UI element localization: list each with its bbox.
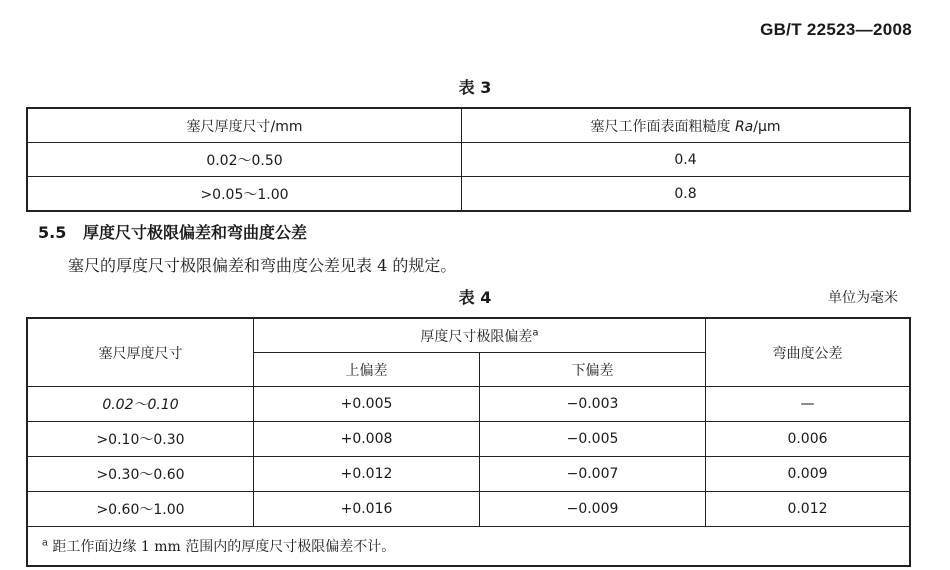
table-header-row <box>27 108 910 143</box>
table3-cell-roughness: 0.4 <box>462 143 911 177</box>
table4-cell-lower: −0.007 <box>480 457 706 492</box>
table4-col-upper-header: 上偏差 <box>254 353 480 387</box>
roughness-symbol: Ra <box>734 118 754 135</box>
standard-number: GB/T 22523—2008 <box>760 20 912 39</box>
table4-cell-thickness: >0.30～0.60 <box>27 457 254 492</box>
table4-cell-thickness: 0.02～0.10 <box>27 387 254 422</box>
table4-col-lower-header: 下偏差 <box>480 353 706 387</box>
section-paragraph: 塞尺的厚度尺寸极限偏差和弯曲度公差见表 4 的规定。 <box>68 256 457 275</box>
table-footnote-row <box>27 527 910 567</box>
table-row <box>27 457 910 492</box>
table3-col-thickness-header: 塞尺厚度尺寸/mm <box>27 108 462 143</box>
table4-cell-upper: +0.005 <box>254 387 480 422</box>
table4-footnote <box>27 527 910 567</box>
table4-cell-bending: — <box>706 387 911 422</box>
table-header-row <box>27 318 910 353</box>
table3-cell-roughness: 0.8 <box>462 177 911 212</box>
footnote-marker: a <box>42 537 48 549</box>
table4-cell-bending: 0.006 <box>706 422 911 457</box>
table-row <box>27 387 910 422</box>
section-heading <box>38 220 307 243</box>
unit-note: 单位为毫米 <box>828 290 898 306</box>
roughness-header-suffix: /μm <box>753 118 781 135</box>
table4-col-deviation-header <box>254 318 706 353</box>
table3-caption: 表 3 <box>458 78 492 97</box>
table-row <box>27 143 910 177</box>
table-row <box>27 177 910 212</box>
table4-cell-bending: 0.012 <box>706 492 911 527</box>
table4-cell-thickness: >0.10～0.30 <box>27 422 254 457</box>
table-row <box>27 422 910 457</box>
footnote-text: 距工作面边缘 1 mm 范围内的厚度尺寸极限偏差不计。 <box>47 539 396 555</box>
table4-cell-thickness: >0.60～1.00 <box>27 492 254 527</box>
table4-cell-lower: −0.009 <box>480 492 706 527</box>
section-number: 5.5 <box>38 223 67 242</box>
table4 <box>26 317 911 567</box>
table3-col-roughness-header <box>462 108 911 143</box>
deviation-header-label: 厚度尺寸极限偏差 <box>420 328 533 345</box>
table4-cell-lower: −0.005 <box>480 422 706 457</box>
table4-cell-lower: −0.003 <box>480 387 706 422</box>
section-title: 厚度尺寸极限偏差和弯曲度公差 <box>83 223 308 242</box>
deviation-footnote-marker: a <box>532 326 539 338</box>
table4-caption: 表 4 <box>458 288 492 307</box>
table4-cell-upper: +0.008 <box>254 422 480 457</box>
table3-cell-thickness: >0.05～1.00 <box>27 177 462 212</box>
table4-cell-upper: +0.012 <box>254 457 480 492</box>
table-row <box>27 492 910 527</box>
table3-cell-thickness: 0.02～0.50 <box>27 143 462 177</box>
table4-cell-bending: 0.009 <box>706 457 911 492</box>
table4-col-bending-header: 弯曲度公差 <box>706 318 911 387</box>
table4-cell-upper: +0.016 <box>254 492 480 527</box>
table3 <box>26 107 911 212</box>
table4-col-thickness-header: 塞尺厚度尺寸 <box>27 318 254 387</box>
roughness-header-prefix: 塞尺工作面表面粗糙度 <box>590 118 735 135</box>
